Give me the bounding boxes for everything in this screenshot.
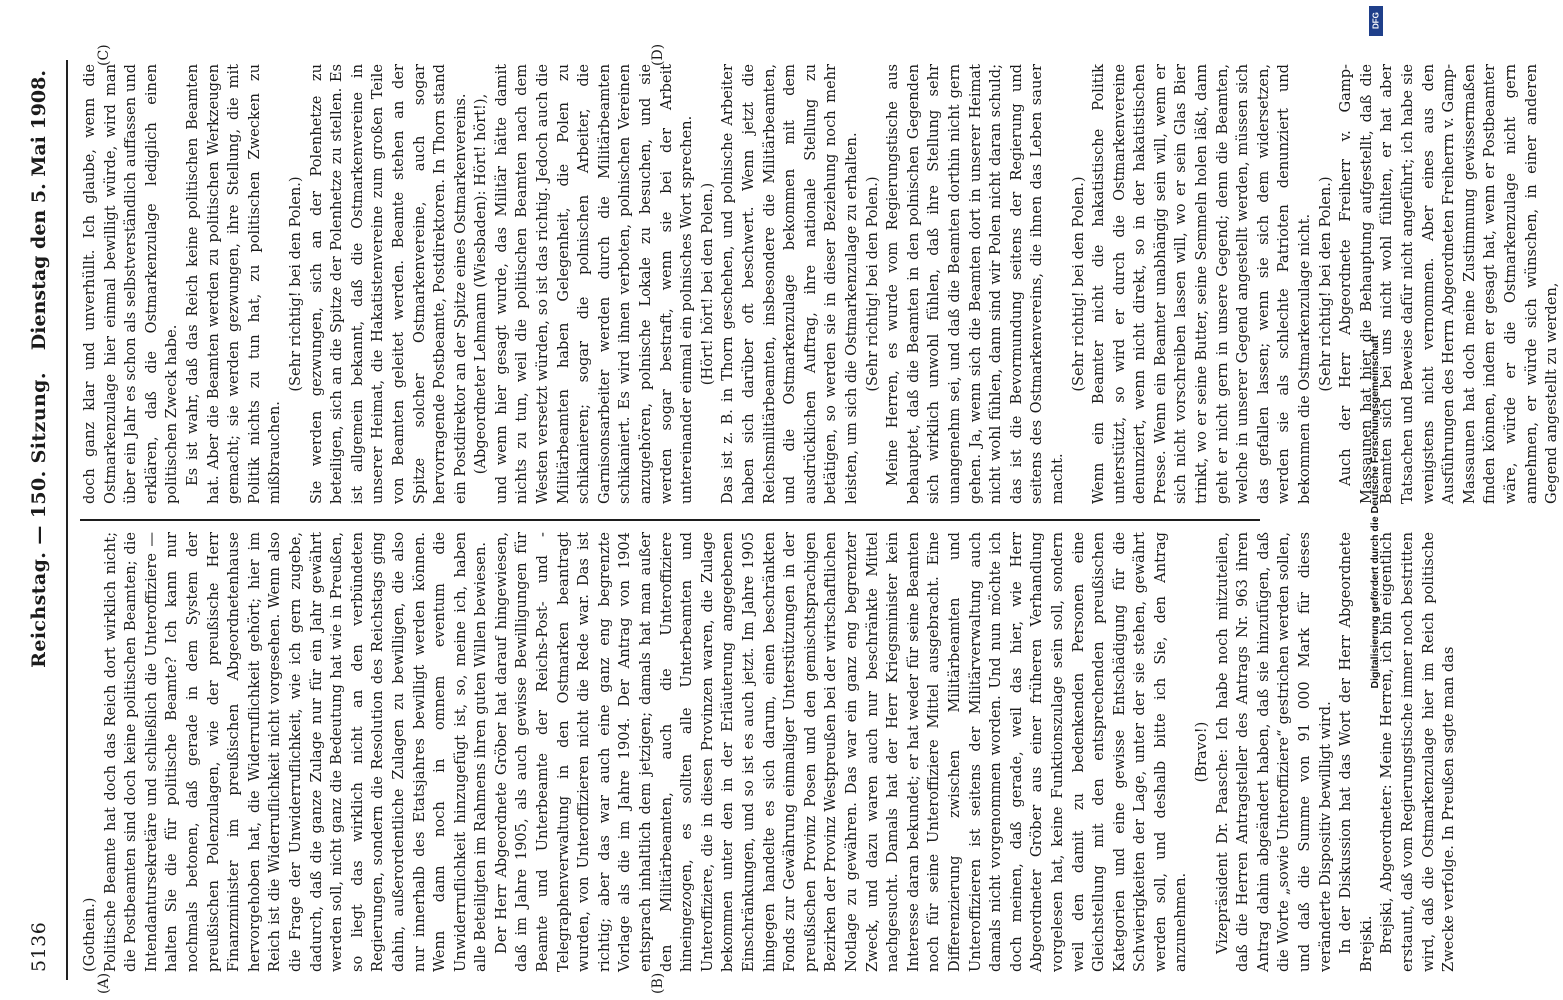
header-rule (66, 60, 68, 980)
digitization-credit: Digitalisierung gefördert durch die Deutsche Forschungsgemeinschaft (1369, 335, 1381, 689)
paragraph: (Sehr richtig! bei den Polen.) (863, 176, 881, 392)
right-text-column (80, 64, 1561, 504)
paragraph: Politische Beamte hat doch das Reich dort wirklich nicht; die Postbeamten sind doch keine politischen Beamten; die Intendantursekretäre und schließlich die Unteroffiziere — halten Sie die für politische Beamte? Ich kann nur nochmals betonen, daß gerade in dem System der preußischen Polenzulagen, wie der preußische Herr Finanzminister im preußischen Abgeordnetenhause hervorgehoben hat, die Widerruflichkeit gehört; hier im Reich ist die Widerruflichkeit nicht vorgesehen. Wenn also die Frage der Unwiderruflichkeit, wie ich gern zugebe, dadurch, daß die ganze Zulage nur für ein Jahr gewährt werden soll, nicht ganz die Bedeutung hat wie in Preußen, so liegt das wirklich nicht an den verbündeten Regierungen, sondern die Resolution des Reichstags ging dahin, außerordentliche Zulagen zu bewilligen, die also nur innerhalb des Etatsjahres bewilligt werden können. Wenn dann noch in omnem eventum die Unwiderruflichkeit hinzugefügt ist, so, meine ich, haben alle Beteiligten im Rahmens ihren guten Willen bewiesen. (101, 532, 490, 972)
margin-mark-c: (C) (96, 44, 112, 66)
digitization-footer (1368, 8, 1383, 992)
column-divider (80, 520, 1260, 522)
paragraph: (Hört! hört! bei den Polen.) (698, 182, 716, 386)
paragraph: doch ganz klar und unverhüllt. Ich glaube, wenn die Ostmarkenzulage hier einmal bewilligt würde, wird man über ein Jahr es schon als selbstverständlich auffassen und erklären, daß die Ostmarkenzulage lediglich einen politischen Zweck habe. (81, 64, 181, 504)
paragraph: und wenn hier gesagt wurde, das Militär hätte damit nichts zu tun, weil die politischen Beamten nach dem Westen versetzt würden, so ist das richtig. Jedoch auch die Militärbeamten haben Gelegenheit, die Polen zu schikanieren; sogar die polnischen Arbeiter, die Garnisonsarbeiter werden durch die Militärbeamten schikaniert. Es wird ihnen verboten, polnischen Vereinen anzugehören, polnische Lokale zu besuchen, und sie werden sogar bestraft, wenn sie bei der Arbeit untereinander einmal ein polnisches Wort sprechen. (492, 64, 696, 504)
paragraph: (Sehr richtig! bei den Polen.) (1069, 176, 1087, 392)
paragraph: (Abgeordneter Lehmann (Wiesbaden): Hört! hört!), (472, 93, 490, 475)
margin-mark-a: (A) (96, 972, 112, 994)
page-number: 5136 (28, 921, 50, 972)
paragraph: Es ist wahr, daß das Reich keine politischen Beamten hat. Aber die Beamten werden zu politischen Werkzeugen gemacht; sie werden gezwungen, ihre Stellung, die mit Politik nichts zu tun hat, zu politischen Zwecken zu mißbrauchen. (183, 64, 284, 504)
paragraph: (Bravo!) (1193, 721, 1211, 783)
paragraph: Der Herr Abgeordnete Gröber hat darauf hingewiesen, daß im Jahre 1905, als auch gewisse Bewilligungen für Beamte und Unterbeamte der Reichs-Post- und -Telegraphenverwaltung in den Ostmarken beantragt wurden, von Unteroffizieren nicht die Rede war. Das ist richtig; aber das war auch eine ganz eng begrenzte Vorlage als die im Jahre 1904. Der Antrag von 1904 entsprach inhaltlich dem jetzigen; damals hat man außer den Militärbeamten, auch die Unteroffiziere hineingezogen, es sollten alle Unterbeamten und Unteroffiziere, die in diesen Provinzen waren, die Zulage bekommen unter den in der Erläuterung angegebenen Einschränkungen, und so ist es auch jetzt. Im Jahre 1905 hingegen handelte es sich darum, einen beschränkten Fonds zur Gewährung einmaliger Unterstützungen in der preußischen Provinz Posen und den gemischtsprachigen Bezirken der Provinz Westpreußen bei der wirtschaftlichen Notlage zu gewähren. Das war ein ganz eng begrenzter Zweck, und dazu waren auch nur beschränkte Mittel nachgesucht. Damals hat der Herr Kriegsminister kein Interesse daran bekundet; er hat weder für seine Beamten noch für seine Unteroffiziere Mittel ausgebracht. Eine Differenzierung zwischen Militärbeamten und Unteroffizieren ist seitens der Militärverwaltung auch damals nicht vorgenommen worden. Und nun möchte ich doch meinen, daß gerade, weil das hier, wie Herr Abgeordneter Gröber aus einer früheren Verhandlung vorgelesen hat, keine Funktionszulage sein soll, sondern weil den damit zu bedenkenden Personen eine Gleichstellung mit den entsprechenden preußischen Kategorien und eine gewisse Entschädigung für die Schwierigkeiten der Lage, unter der sie stehen, gewährt werden soll, und deshalb bitte ich Sie, den Antrag anzunehmen. (492, 532, 1190, 972)
paragraph: Brejski, Abgeordneter: Meine Herren, ich bin eigentlich erstaunt, daß vom Regierungstische immer noch bestritten wird, daß die Ostmarkenzulage hier im Reich politische Zwecke verfolge. In Preußen sagte man das (1378, 532, 1458, 972)
paragraph: Vizepräsident Dr. Paasche: Ich habe noch mitzuteilen, daß die Herren Antragsteller des Antrags Nr. 963 ihren Antrag dahin abgeändert haben, daß sie hinzufügen, daß die Worte „sowie Unteroffiziere“ gestrichen werden sollen, und daß die Summe von 91 000 Mark für dieses veränderte Dispositiv bewilligt wird. (1213, 532, 1334, 972)
running-title: Reichstag. — 150. Sitzung. (28, 372, 50, 668)
paragraph: Sie werden gezwungen, sich an der Polenhetze zu beteiligen, sich an die Spitze der Polenhetze zu stellen. Es ist allgemein bekannt, daß die Ostmarkenvereine in unserer Heimat, die Hakatistenvereine zum großen Teile von Beamten geleitet werden. Beamte stehen an der Spitze solcher Ostmarkenvereine, auch sogar hervorragende Postbeamte, Postdirektoren. In Thorn stand ein Postdirektor an der Spitze eines Ostmarkenvereins. (307, 64, 469, 504)
paragraph: Meine Herren, es wurde vom Regierungstische aus behauptet, daß die Beamten in den polnischen Gegenden sich wirklich unwohl fühlen, daß ihre Stellung sehr unangenehm sei, und daß die Beamten dorthin nicht gern gehen. Ja, wenn sich die Beamten dort in unserer Heimat nicht wohl fühlen, dann sind wir Polen nicht daran schuld; das ist die Bevormundung seitens der Regierung und seitens des Ostmarkenvereins, die ihnen das Leben sauer macht. (884, 64, 1066, 504)
paragraph: (Sehr richtig! bei den Polen.) (286, 176, 304, 392)
dfg-logo-icon: DFG (1369, 6, 1383, 36)
rotated-page-content (0, 40, 1561, 1000)
session-date: Dienstag den 5. Mai 1908. (28, 70, 50, 351)
page-header (14, 60, 66, 980)
paragraph: Auch der Herr Abgeordnete Freiherr v. Gamp-Massaunen hat hier die Behauptung aufgestellt, daß die Beamten sich bei uns nicht wohl fühlten, er hat aber Tatsachen und Beweise dafür nicht angeführt; ich habe sie wenigstens nicht vernommen. Aber eines aus den Ausführungen des Herrn Abgeordneten Freiherrn v. Gamp-Massaunen hat doch meine Zustimmung gewissermaßen finden können, indem er gesagt hat, wenn er Postbeamter wäre, würde er die Ostmarkenzulage nicht gern annehmen, er würde sich wünschen, in einer anderen Gegend angestellt zu werden, (1337, 64, 1561, 504)
left-text-column (80, 532, 1458, 972)
paragraph: Das ist z. B. in Thorn geschehen, und polnische Arbeiter haben sich darüber oft beschwert. Wenn jetzt die Reichsmilitärbeamten, insbesondere die Militärbeamten, und die Ostmarkenzulage bekommen mit dem ausdrücklichen Auftrag, ihre nationale Stellung zu betätigen, so werden sie in dieser Beziehung noch mehr leisten, um sich die Ostmarkenzulage zu erhalten. (719, 64, 860, 504)
paragraph: (Gothein.) (81, 897, 98, 972)
paragraph: (Sehr richtig! bei den Polen.) (1316, 176, 1334, 392)
paragraph: Wenn ein Beamter nicht die hakatistische Politik unterstützt, so wird er durch die Ostmarkenvereine denunziert, wenn nicht direkt, so in der hakatistischen Presse. Wenn ein Beamter unabhängig sein will, wenn er sich nicht vorschreiben lassen will, wo er sein Glas Bier trinkt, wo er seine Butter, seine Semmeln holen läßt, dann geht er nicht gern in unsere Gegend; denn die Beamten, welche in unserer Gegend angestellt werden, müssen sich das gefallen lassen; wenn sie sich dem widersetzen, werden sie als schlechte Patrioten denunziert und bekommen die Ostmarkenzulage nicht. (1090, 64, 1314, 504)
paragraph: In der Diskussion hat das Wort der Herr Abgeordnete Brejski. (1337, 532, 1375, 972)
margin-mark-b: (B) (650, 972, 666, 994)
margin-mark-d: (D) (650, 43, 666, 66)
